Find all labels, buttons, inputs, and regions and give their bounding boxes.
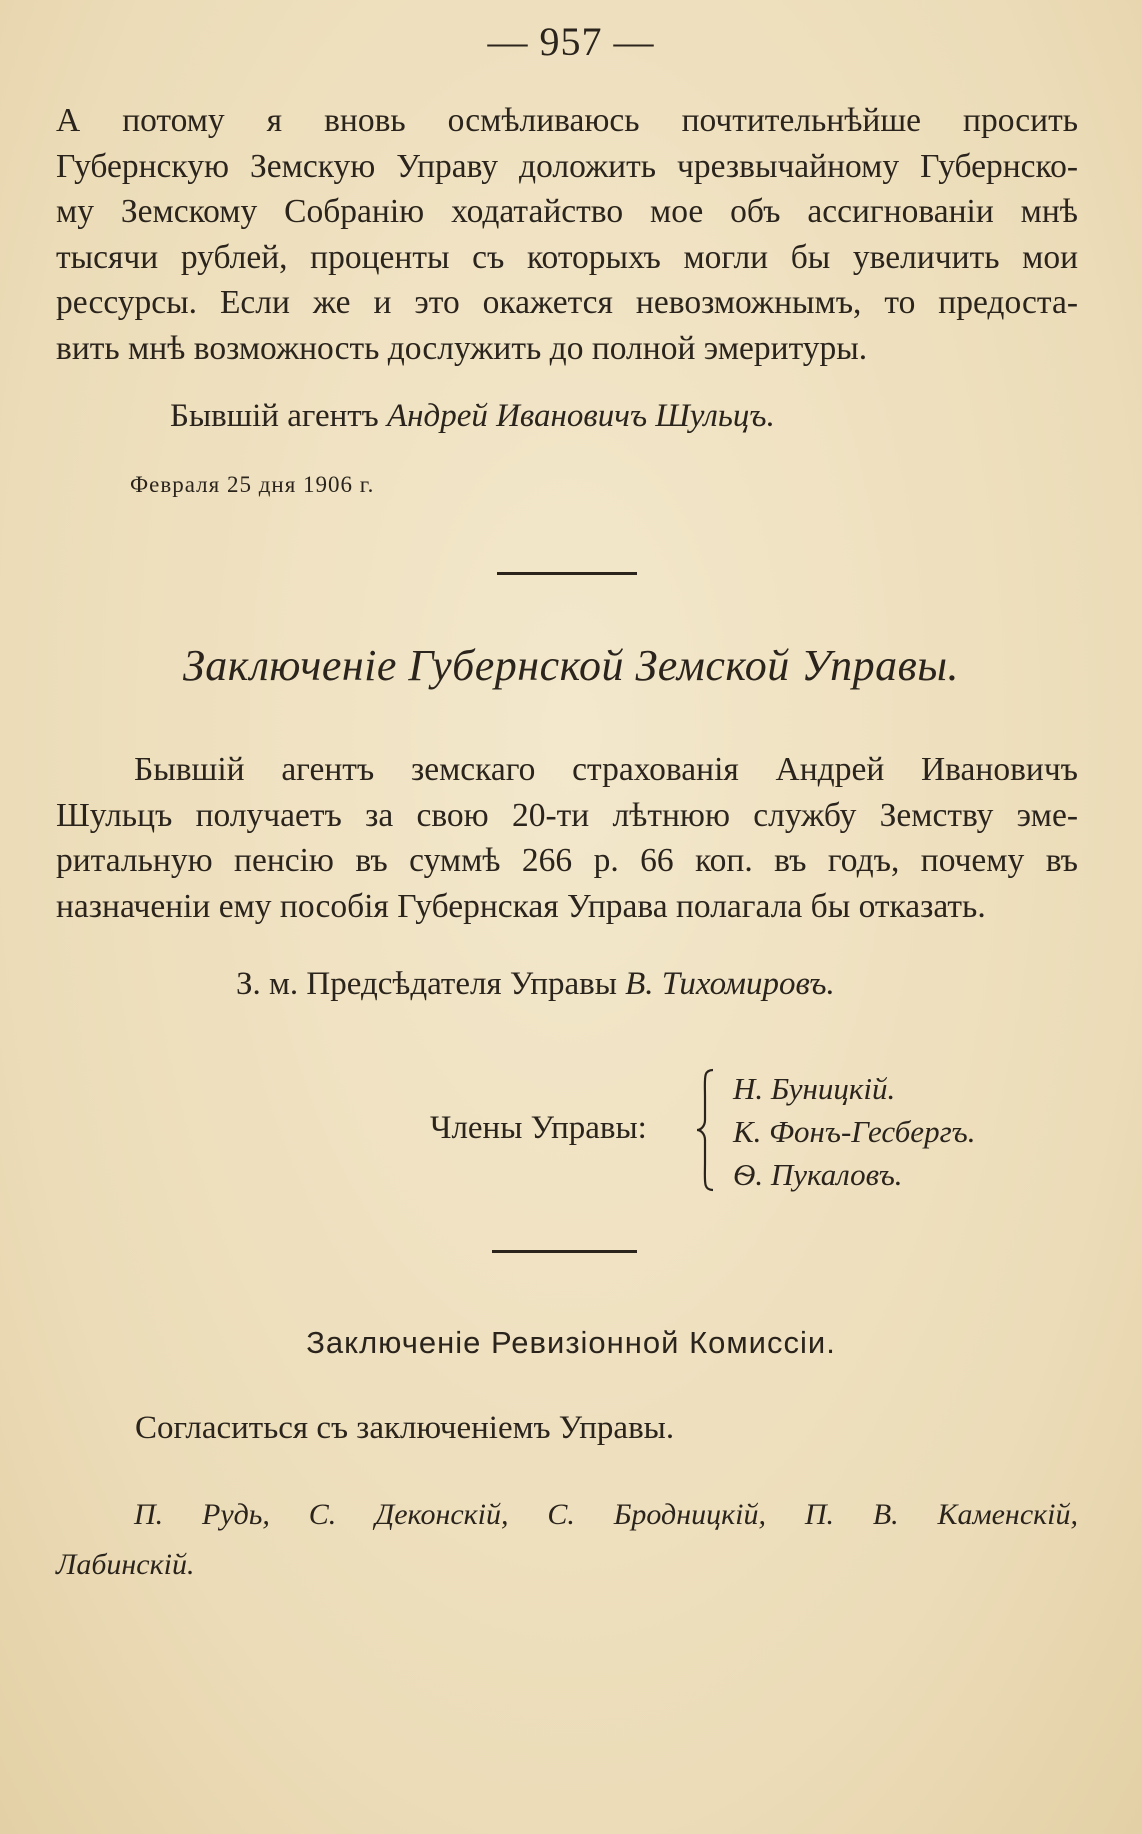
board-members	[733, 1067, 976, 1196]
board-conclusion-paragraph	[56, 747, 1078, 929]
petitioner-signature	[170, 398, 775, 435]
commission-signers	[56, 1490, 1078, 1590]
petition-line: вить мнѣ возможность дослужить до полной эмеритуры.	[56, 329, 868, 367]
board-member: Ѳ. Пукаловъ.	[733, 1157, 903, 1192]
signature-prefix: Бывшій агентъ	[170, 398, 379, 434]
petition-line: А потому я вновь осмѣливаюсь почтительнѣйше просить	[56, 102, 1078, 139]
chair-name: В. Тихомировъ.	[625, 966, 835, 1002]
petition-line: рессурсы. Если же и это окажется невозможнымъ, то предоста-	[56, 284, 1078, 321]
board-line: Бывшій агентъ земскаго страхованія Андрей Ивановичъ	[134, 751, 1078, 788]
petition-paragraph	[56, 98, 1078, 371]
petition-line: тысячи рублей, проценты съ которыхъ могли бы увеличить мои	[56, 238, 1078, 276]
petition-date: Февраля 25 дня 1906 г.	[130, 472, 375, 497]
board-line: Шульцъ получаетъ за свою 20-ти лѣтнюю службу Земству эме-	[56, 796, 1078, 834]
board-member: Н. Буницкій.	[733, 1071, 896, 1106]
board-line: ритальную пенсію въ суммѣ 266 р. 66 коп. въ годъ, почему въ	[56, 842, 1078, 879]
board-line: назначеніи ему пособія Губернская Управа полагала бы отказать.	[56, 887, 986, 925]
petition-line: му Земскому Собранію ходатайство мое объ ассигнованіи мнѣ	[56, 193, 1078, 230]
members-label: Члены Управы:	[430, 1110, 647, 1146]
chair-signature	[236, 966, 835, 1003]
board-conclusion-heading: Заключеніе Губернской Земской Управы.	[182, 641, 960, 690]
page-number: — 957 —	[487, 19, 655, 64]
section-divider	[497, 572, 637, 575]
revision-conclusion-text: Согласиться съ заключеніемъ Управы.	[135, 1410, 675, 1446]
signers-line: Лабинскій.	[56, 1548, 195, 1581]
section-divider	[492, 1250, 637, 1253]
board-member: К. Фонъ-Гесбергъ.	[733, 1114, 976, 1149]
signature-name: Андрей Ивановичъ Шульцъ.	[386, 398, 775, 434]
revision-conclusion-heading: Заключеніе Ревизіонной Комиссіи.	[306, 1325, 836, 1360]
petition-line: Губернскую Земскую Управу доложить чрезвычайному Губернско-	[56, 147, 1078, 185]
brace-icon	[695, 1068, 717, 1192]
chair-prefix: З. м. Предсѣдателя Управы	[236, 966, 617, 1002]
signers-line: П. Рудь, С. Деконскій, С. Бродницкій, П. В. Каменскій,	[134, 1498, 1078, 1531]
